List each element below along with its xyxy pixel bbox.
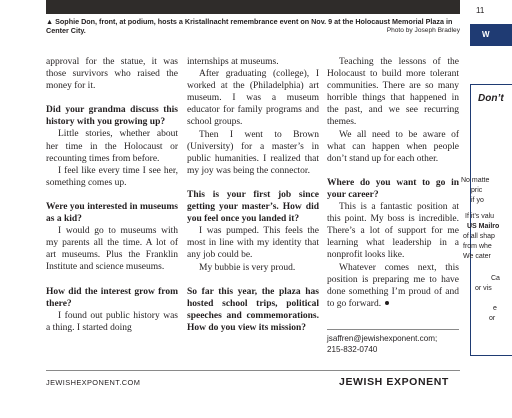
contact-divider [327,329,459,330]
paragraph: Then I went to Brown (University) for a master’s in public humanities. I realized that my joy was being the connector. [187,129,319,176]
paragraph: Teaching the lessons of the Holocaust to build more tolerant communities. There are so many horrible things that happened in the past, and we see recurring themes. [327,57,459,128]
photo [46,0,460,14]
photo-credit: Photo by Joseph Bradley [386,27,460,34]
paragraph: I was pumped. This feels the most in line with my identity that any job could be. [187,226,319,261]
paragraph: We all need to be aware of what can happen when people don’t stand up for each other. [327,129,459,164]
sidebar-line: or [489,315,496,322]
sidebar-line: of all shap [463,233,495,240]
question-heading: So far this year, the plaza has hosted school trips, political speeches and commemorations. How do you view its mission? [187,286,319,333]
sidebar-ad [461,84,512,356]
author-email[interactable]: jsaffren@jewishexponent.com; [327,334,438,343]
photo-caption [46,17,460,35]
sidebar-line: from whe [463,243,492,250]
paragraph: Little stories, whether about her time in the Holocaust or recounting times from before. [46,129,178,164]
page-number: 11 [476,6,485,15]
paragraph: I feel like every time I see her, something comes up. [46,165,178,188]
sidebar-line: We cater [463,253,491,260]
paragraph: This is a fantastic position at this point. My boss is incredible. There’s a lot of support for me learning what leadership in a nonprofit looks like. [327,202,459,261]
paragraph [327,262,459,310]
author-contact [327,333,437,355]
sidebar-line: if yo [471,197,484,204]
sidebar-line: pric [471,187,483,194]
sidebar-line: or vis [475,285,492,292]
question-heading: This is your first job since getting your master’s. How did you feel once you landed it? [187,189,319,225]
question-heading: Where do you want to go in your career? [327,177,459,200]
article-column-1 [46,56,178,334]
caption-text: Sophie Don, front, at podium, hosts a Kristallnacht remembrance event on Nov. 9 at the Holocaust Memorial Plaza in Center City. [46,17,453,36]
nav-bar-letter: W [482,30,490,39]
footer-website[interactable]: JEWISHEXPONENT.COM [46,378,141,387]
article-column-3 [327,56,459,310]
article-column-2 [187,56,319,334]
author-phone: 215-832-0740 [327,345,378,354]
question-heading: How did the interest grow from there? [46,286,178,309]
sidebar-line: If it’s valu [465,213,495,220]
footer-divider [46,370,460,371]
paragraph: My bubbie is very proud. [199,262,296,273]
sidebar-line: e [493,305,497,312]
question-heading: Were you interested in museums as a kid? [46,201,178,225]
nav-bar-fragment [470,24,512,46]
paragraph: approval for the statue, it was those survivors who raised the money for it. [46,57,178,92]
sidebar-line: Ca [491,275,500,282]
question-heading: Did your grandma discuss this history with you growing up? [46,105,178,128]
page-number-box [470,0,512,24]
paragraph: I would go to museums with my parents all the time. A lot of art museums. Plus the Franklin Institute and science museums. [46,226,178,273]
closing-text: Whatever comes next, this position is preparing me to have done something I’m proud of and to go forward. [327,262,459,309]
sidebar-title: Don’t [478,93,504,104]
caption-triangle-icon: ▲ [46,17,56,26]
footer-publication-name: JEWISH EXPONENT [339,376,449,388]
sidebar-line: US Mailro [467,223,500,230]
paragraph: After graduating (college), I worked at the (Philadelphia) art museum. I was a museum educator for family programs and school groups. [187,69,319,128]
end-mark-icon [385,301,389,305]
paragraph: internships at museums. [187,57,279,67]
sidebar-line: No matte [461,177,490,184]
paragraph: I found out public history was a thing. I started doing [46,310,178,333]
